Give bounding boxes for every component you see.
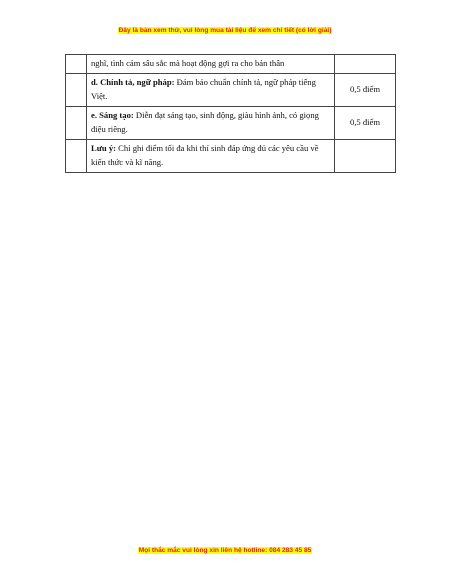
preview-notice-text: Đây là bản xem thử, vui lòng mua tài liệu để xem chi tiết (có lời giải)	[118, 27, 332, 34]
criteria-cell	[87, 106, 335, 139]
criteria-text: nghĩ, tình cảm sâu sắc mà hoạt động gợi ra cho bản thân	[91, 58, 285, 68]
score-value: 0,5 điểm	[349, 83, 381, 94]
criteria-text: Đảm bảo chuẩn chính tả, ngữ pháp tiếng Việt.	[91, 76, 316, 101]
score-cell	[335, 106, 396, 139]
note-cell	[87, 139, 335, 172]
table-row	[66, 73, 396, 106]
grading-table	[65, 54, 396, 173]
hotline-banner	[0, 547, 450, 554]
criteria-label: e. Sáng tạo:	[91, 109, 134, 120]
score-cell	[335, 73, 396, 106]
score-cell	[335, 139, 396, 172]
score-value: 0,5 điểm	[349, 116, 381, 127]
table-cell-blank	[66, 106, 87, 139]
criteria-cell	[87, 55, 335, 74]
table-row	[66, 139, 396, 172]
score-cell	[335, 55, 396, 74]
table-cell-blank	[66, 139, 87, 172]
table-row	[66, 55, 396, 74]
criteria-text: Diễn đạt sáng tạo, sinh động, giàu hình ảnh, có giọng điệu riêng.	[91, 109, 319, 134]
criteria-cell	[87, 73, 335, 106]
preview-notice-banner	[0, 27, 450, 34]
hotline-text: Mọi thắc mắc vui lòng xin liên hệ hotline: 084 283 45 85	[138, 547, 312, 554]
table-cell-blank	[66, 73, 87, 106]
note-text: Chỉ ghi điểm tối đa khi thí sinh đáp ứng đủ các yêu cầu về kiến thức và kĩ năng.	[91, 142, 319, 167]
note-label: Lưu ý:	[91, 142, 116, 153]
table-row	[66, 106, 396, 139]
table-cell-blank	[66, 55, 87, 74]
criteria-label: d. Chính tả, ngữ pháp:	[91, 76, 175, 87]
